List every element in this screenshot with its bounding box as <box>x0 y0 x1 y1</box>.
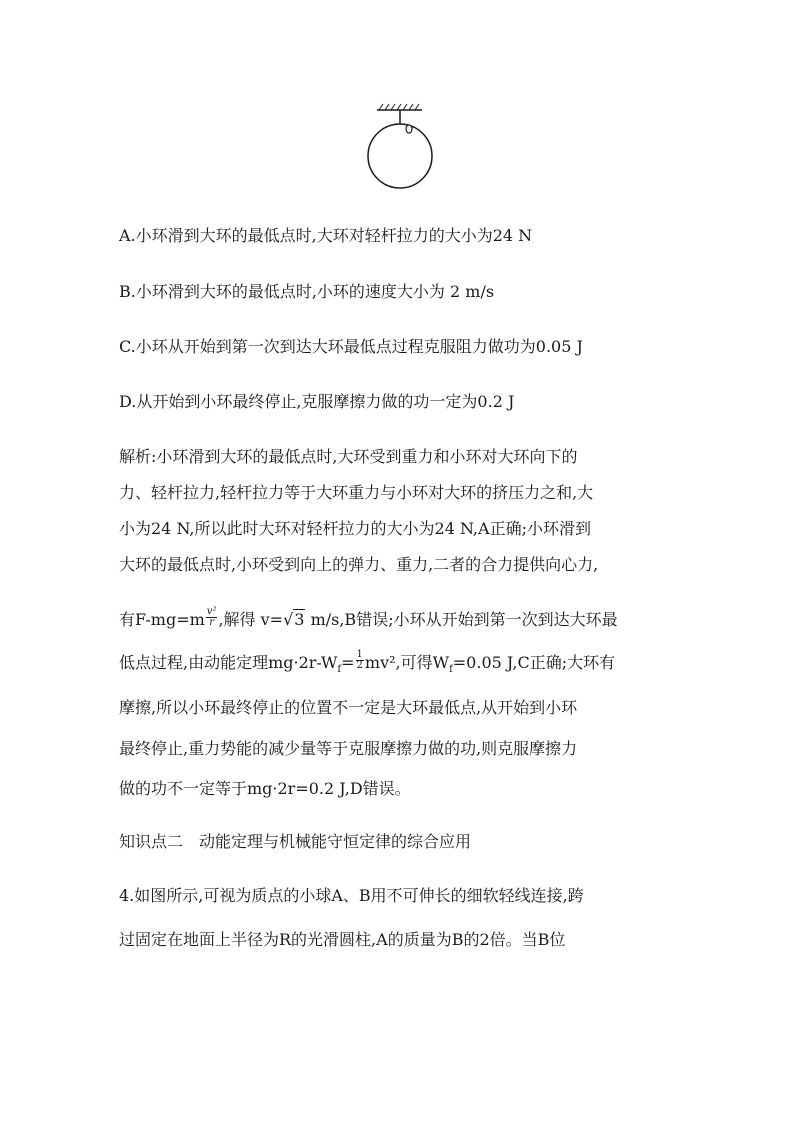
square-root: √3 <box>283 610 305 629</box>
option-d: D.从开始到小环最终停止,克服摩擦力做的功一定为0.2 J <box>119 392 515 411</box>
fraction-v2-over-r: $\frac{\text{v²}}{r}$ <box>206 606 217 628</box>
large-ring <box>368 124 432 188</box>
small-ring <box>406 125 412 133</box>
question-4-line-1: 4.如图所示,可视为质点的小球A、B用不可伸长的细软轻线连接,跨 <box>119 886 584 905</box>
analysis-line-2: 力、轻杆拉力,轻杆拉力等于大环重力与小环对大环的挤压力之和,大 <box>119 483 594 502</box>
section-heading: 知识点二 动能定理与机械能守恒定律的综合应用 <box>119 832 472 851</box>
analysis-line-7: 摩擦,所以小环最终停止的位置不一定是大环最低点,从开始到小环 <box>119 698 578 717</box>
option-b: B.小环滑到大环的最低点时,小环的速度大小为 2 m/s <box>119 282 495 301</box>
option-a: A.小环滑到大环的最低点时,大环对轻杆拉力的大小为24 N <box>119 226 533 245</box>
analysis-line-8: 最终停止,重力势能的减少量等于克服摩擦力做的功,则克服摩擦力 <box>119 739 578 758</box>
formula-text: 有F-mg=m <box>119 610 205 629</box>
analysis-line-5 <box>119 606 618 631</box>
option-c: C.小环从开始到第一次到达大环最低点过程克服阻力做功为0.05 J <box>119 337 583 356</box>
analysis-line-1: 解析:小环滑到大环的最低点时,大环受到重力和小环对大环向下的 <box>119 447 578 466</box>
formula-text: m/s,B错误;小环从开始到第一次到达大环最 <box>305 610 618 629</box>
question-4-line-2: 过固定在地面上半径为R的光滑圆柱,A的质量为B的2倍。当B位 <box>119 930 566 949</box>
analysis-line-9: 做的功不一定等于mg·2r=0.2 J,D错误。 <box>119 779 411 798</box>
formula-text: 低点过程,由动能定理mg·2r-W <box>119 653 338 672</box>
ceiling-hatch <box>379 104 419 110</box>
analysis-line-4: 大环的最低点时,小环受到向上的弹力、重力,二者的合力提供向心力, <box>119 555 599 574</box>
fraction-one-half: $\frac{1}{2}$ <box>356 649 363 671</box>
ring-on-rod-figure <box>350 95 450 195</box>
analysis-line-6: 低点过程,由动能定理$mg\cdot 2r-W_f=$ $\frac{1}{2}$ mv²,可得$W_f=0.05$ J,C正确;大环有 <box>119 649 616 676</box>
formula-text: ,解得 v= <box>218 610 284 629</box>
analysis-line-3: 小为24 N,所以此时大环对轻杆拉力的大小为24 N,A正确;小环滑到 <box>119 519 591 538</box>
